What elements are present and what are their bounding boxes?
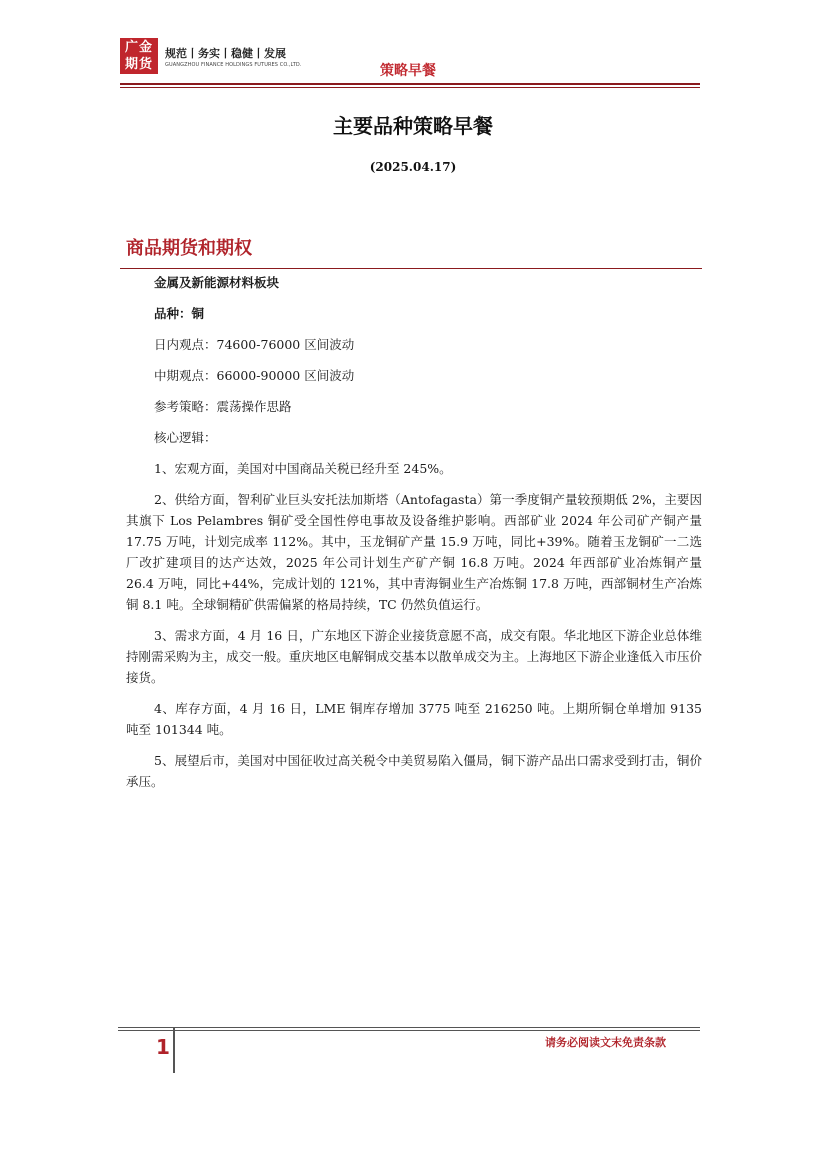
report-date: (2025.04.17) bbox=[369, 160, 457, 174]
page-title: 主要品种策略早餐 bbox=[333, 114, 493, 138]
intraday-view: 日内观点：74600-76000 区间波动 bbox=[154, 337, 355, 352]
reference-strategy: 参考策略：震荡操作思路 bbox=[154, 399, 292, 414]
midterm-view: 中期观点：66000-90000 区间波动 bbox=[154, 368, 355, 383]
footer-divider bbox=[118, 1027, 700, 1028]
core-logic-label: 核心逻辑： bbox=[154, 430, 217, 445]
logic-point-outlook: 5、展望后市，美国对中国征收过高关税令中美贸易陷入僵局，铜下游产品出口需求受到打击，铜价承压。 bbox=[126, 753, 702, 789]
disclaimer-note: 请务必阅读文末免责条款 bbox=[545, 1036, 666, 1049]
report-body bbox=[126, 272, 702, 802]
section-title: 商品期货和期权 bbox=[126, 238, 252, 259]
company-english-name: GUANGZHOU FINANCE HOLDINGS FUTURES CO.,LTD. bbox=[165, 62, 302, 68]
footer-vertical-bar bbox=[173, 1027, 175, 1073]
company-slogan: 规范丨务实丨稳健丨发展 bbox=[165, 47, 286, 60]
header-tag: 策略早餐 bbox=[380, 63, 436, 79]
header-divider-thin bbox=[120, 87, 700, 88]
logic-point-demand: 3、需求方面，4 月 16 日，广东地区下游企业接货意愿不高，成交有限。华北地区下游企业总体维持刚需采购为主，成交一般。重庆地区电解铜成交基本以散单成交为主。上海地区下游企业逢低入市压价接货。 bbox=[126, 628, 702, 685]
sector-heading: 金属及新能源材料板块 bbox=[154, 275, 280, 290]
logo-text-line1: 广金 bbox=[124, 40, 153, 55]
logo-text-line2: 期货 bbox=[124, 57, 153, 72]
page-number: 1 bbox=[156, 1035, 170, 1059]
logic-point-macro: 1、宏观方面，美国对中国商品关税已经升至 245%。 bbox=[154, 461, 452, 476]
logic-point-supply: 2、供给方面，智利矿业巨头安托法加斯塔（Antofagasta）第一季度铜产量较预期低 2%，主要因其旗下 Los Pelambres 铜矿受全国性停电事故及设备维护影响。西部矿业 2024 年公司矿产铜产量 17.75 万吨，计划完成率 112%。其中，玉龙铜矿产量 15.9 万吨，同比+39%。随着玉龙铜矿一二选厂改扩建项目的达产达效，2025 年公司计划生产矿产铜 16.8 万吨。2024 年西部矿业冶炼铜产量 26.4 万吨，同比+44%，完成计划的 121%，其中青海铜业生产冶炼铜 17.8 万吨，西部铜材生产冶炼铜 8.1 吨。全球铜精矿供需偏紧的格局持续，TC 仍然负值运行。 bbox=[126, 492, 702, 612]
company-logo bbox=[120, 38, 158, 74]
footer-divider-thin bbox=[118, 1030, 700, 1031]
logic-point-inventory: 4、库存方面，4 月 16 日，LME 铜库存增加 3775 吨至 216250 吨。上期所铜仓单增加 9135 吨至 101344 吨。 bbox=[126, 701, 702, 737]
section-divider bbox=[120, 268, 702, 269]
header-divider bbox=[120, 83, 700, 85]
variety-heading: 品种：铜 bbox=[154, 306, 205, 321]
